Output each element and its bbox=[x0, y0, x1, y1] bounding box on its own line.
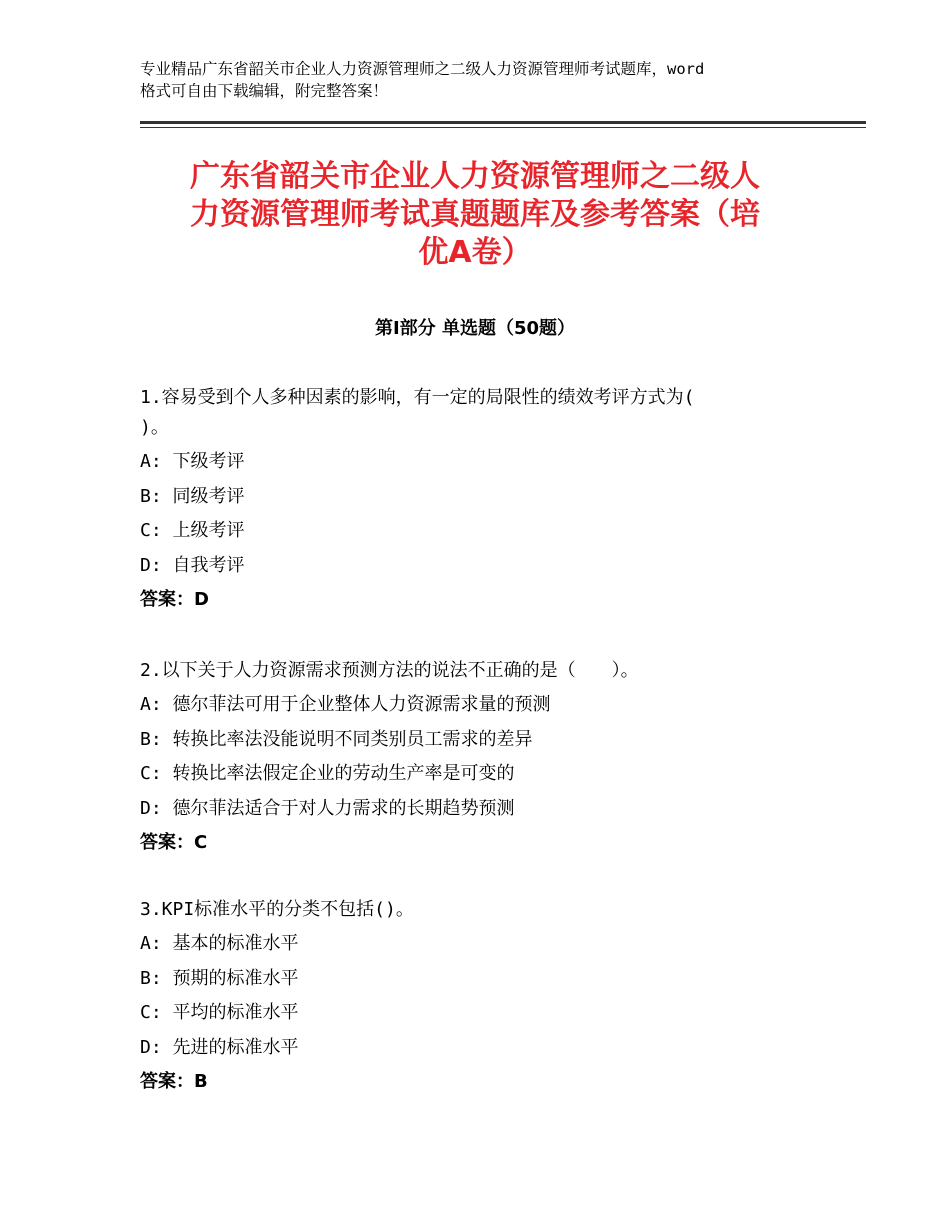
document-title bbox=[140, 158, 810, 272]
header-note-line-1: 专业精品广东省韶关市企业人力资源管理师之二级人力资源管理师考试题库，word bbox=[140, 60, 705, 78]
question-stem-line-1: 1.容易受到个人多种因素的影响，有一定的局限性的绩效考评方式为( bbox=[140, 387, 695, 408]
option-d: D: 德尔菲法适合于对人力需求的长期趋势预测 bbox=[140, 797, 515, 819]
option-b: B: 预期的标准水平 bbox=[140, 967, 299, 989]
header-rule-thick bbox=[140, 121, 866, 124]
title-line-2: 力资源管理师考试真题题库及参考答案（培 bbox=[190, 197, 760, 232]
option-b: B: 同级考评 bbox=[140, 485, 245, 507]
section-title: 第Ⅰ部分 单选题（50题） bbox=[374, 318, 575, 339]
answer: 答案：D bbox=[140, 589, 209, 610]
header-note bbox=[140, 58, 830, 102]
question-stem-line-2: )。 bbox=[140, 417, 169, 438]
option-d: D: 自我考评 bbox=[140, 554, 245, 576]
question-1 bbox=[140, 383, 820, 618]
question-3 bbox=[140, 895, 820, 1100]
question-stem: 2.以下关于人力资源需求预测方法的说法不正确的是（ ）。 bbox=[140, 660, 639, 681]
header-rule-thin bbox=[140, 127, 866, 128]
option-c: C: 上级考评 bbox=[140, 520, 245, 541]
option-c: C: 平均的标准水平 bbox=[140, 1002, 299, 1023]
question-stem bbox=[140, 383, 820, 443]
answer: 答案：B bbox=[140, 1071, 208, 1092]
title-line-3: 优A卷） bbox=[418, 235, 532, 270]
header-note-line-2: 格式可自由下载编辑，附完整答案！ bbox=[140, 82, 389, 100]
option-a: A: 基本的标准水平 bbox=[140, 933, 299, 954]
question-2 bbox=[140, 656, 820, 861]
title-line-1: 广东省韶关市企业人力资源管理师之二级人 bbox=[190, 159, 760, 194]
option-b: B: 转换比率法没能说明不同类别员工需求的差异 bbox=[140, 728, 533, 750]
answer: 答案：C bbox=[140, 832, 208, 853]
option-d: D: 先进的标准水平 bbox=[140, 1036, 299, 1058]
option-a: A: 下级考评 bbox=[140, 451, 245, 472]
option-a: A: 德尔菲法可用于企业整体人力资源需求量的预测 bbox=[140, 694, 551, 715]
question-stem: 3.KPI标准水平的分类不包括()。 bbox=[140, 899, 414, 920]
option-c: C: 转换比率法假定企业的劳动生产率是可变的 bbox=[140, 763, 515, 784]
